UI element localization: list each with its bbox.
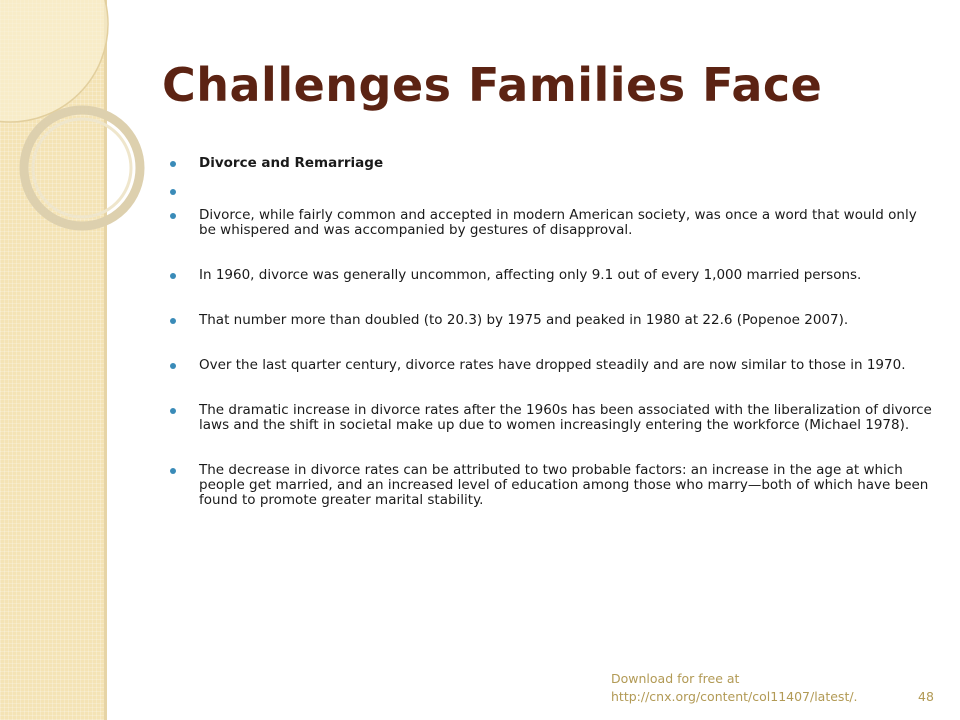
slide-number: 48 (918, 689, 934, 704)
decor-circle-large (0, 0, 108, 122)
bullet-item-empty (170, 184, 932, 199)
footer-source-link[interactable]: http://cnx.org/content/col11407/latest/. (611, 689, 858, 704)
bullet-icon (170, 213, 176, 219)
bullet-item (170, 268, 932, 283)
bullet-icon (170, 408, 176, 414)
bullet-text: In 1960, divorce was generally uncommon, affecting only 9.1 out of every 1,000 married persons. (199, 267, 862, 283)
bullet-icon (170, 189, 176, 195)
bullet-icon (170, 318, 176, 324)
bullet-item (170, 208, 932, 238)
decor-ring-inner (33, 119, 131, 217)
bullet-icon (170, 161, 176, 167)
bullet-item (170, 358, 932, 373)
decor-ring (24, 110, 140, 226)
bullet-item (170, 156, 932, 171)
bullet-icon (170, 468, 176, 474)
bullet-text: Over the last quarter century, divorce rates have dropped steadily and are now similar to those in 1970. (199, 357, 906, 373)
bullet-item (170, 463, 932, 508)
bullet-text: Divorce, while fairly common and accepted in modern American society, was once a word that would only be whispered and was accompanied by gestures of disapproval. (199, 207, 917, 238)
bullet-text: That number more than doubled (to 20.3) by 1975 and peaked in 1980 at 22.6 (Popenoe 2007). (199, 312, 849, 328)
footer-source-line1: Download for free at (611, 671, 740, 686)
bullet-text: The dramatic increase in divorce rates after the 1960s has been associated with the liberalization of divorce laws and the shift in societal make up due to women increasingly entering the workforce (Michael 1978). (199, 402, 932, 433)
bullet-text: Divorce and Remarriage (199, 155, 384, 171)
bullet-item (170, 403, 932, 433)
slide-title: Challenges Families Face (162, 58, 823, 112)
bullet-item (170, 313, 932, 328)
footer-source (611, 670, 901, 706)
bullet-text: The decrease in divorce rates can be attributed to two probable factors: an increase in the age at which people get married, and an increased level of education among those who marry—both of which have been found to promote greater marital stability. (199, 462, 929, 508)
bullet-icon (170, 363, 176, 369)
bullet-list (170, 156, 932, 538)
bullet-icon (170, 273, 176, 279)
